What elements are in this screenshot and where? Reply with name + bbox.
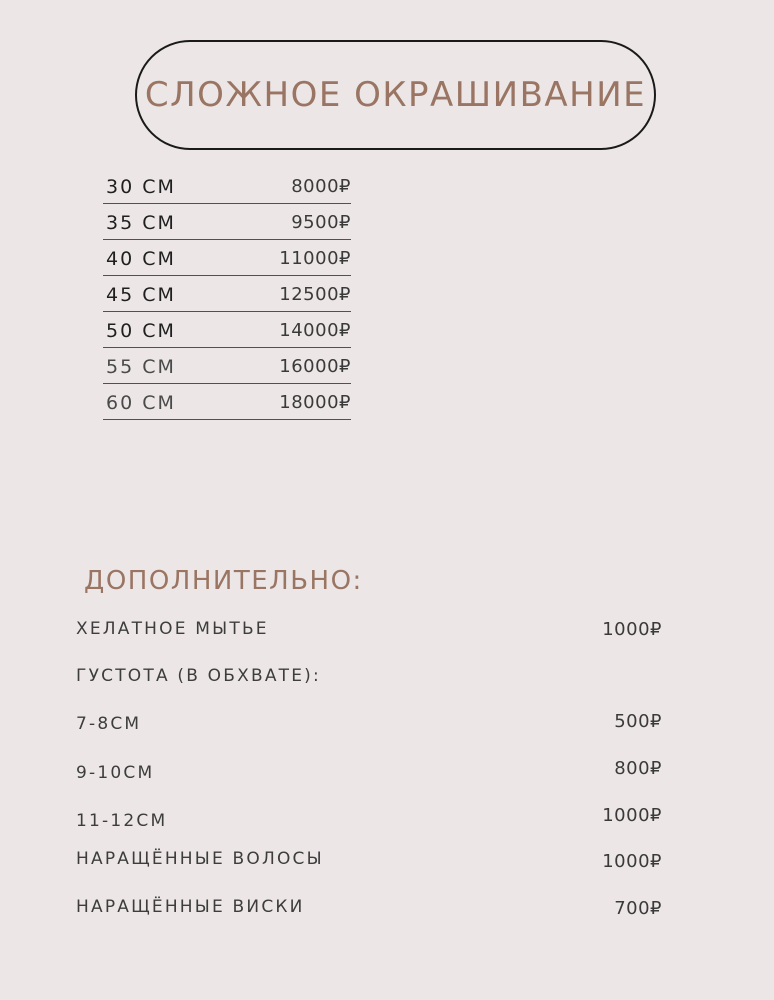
price-row <box>103 276 351 312</box>
extra-item-label: НАРАЩЁННЫЕ ВИСКИ <box>76 897 305 917</box>
price-row <box>103 204 351 240</box>
length-label: 55 СМ <box>106 356 176 378</box>
price-row <box>103 384 351 420</box>
length-label: 40 СМ <box>106 248 176 270</box>
price-row <box>103 312 351 348</box>
extra-item-price: 800₽ <box>614 758 662 779</box>
price-value: 8000₽ <box>291 176 351 197</box>
extra-item-label: 7-8СМ <box>76 714 142 734</box>
length-label: 35 СМ <box>106 212 176 234</box>
price-value: 16000₽ <box>279 356 351 377</box>
price-value: 9500₽ <box>291 212 351 233</box>
extra-item-label: ХЕЛАТНОЕ МЫТЬЕ <box>76 619 269 639</box>
extra-item-price: 700₽ <box>614 898 662 919</box>
extra-item-label: 9-10СМ <box>76 763 155 783</box>
title-banner <box>135 40 656 150</box>
length-label: 50 СМ <box>106 320 176 342</box>
extras-heading: ДОПОЛНИТЕЛЬНО: <box>84 566 363 596</box>
price-row <box>103 348 351 384</box>
extra-item-price: 1000₽ <box>602 619 662 640</box>
length-label: 30 СМ <box>106 176 176 198</box>
price-value: 12500₽ <box>279 284 351 305</box>
extra-item-price: 1000₽ <box>602 851 662 872</box>
price-value: 14000₽ <box>279 320 351 341</box>
extra-item-label: ГУСТОТА (В ОБХВАТЕ): <box>76 666 321 686</box>
page-title: СЛОЖНОЕ ОКРАШИВАНИЕ <box>144 75 647 115</box>
extra-item-label: НАРАЩЁННЫЕ ВОЛОСЫ <box>76 849 324 869</box>
price-row <box>103 240 351 276</box>
price-value: 18000₽ <box>279 392 351 413</box>
price-value: 11000₽ <box>279 248 351 269</box>
price-row <box>103 168 351 204</box>
extra-item-label: 11-12СМ <box>76 811 168 831</box>
length-price-list <box>103 168 351 420</box>
length-label: 45 СМ <box>106 284 176 306</box>
extra-item-price: 500₽ <box>614 711 662 732</box>
length-label: 60 СМ <box>106 392 176 414</box>
extra-item-price: 1000₽ <box>602 805 662 826</box>
